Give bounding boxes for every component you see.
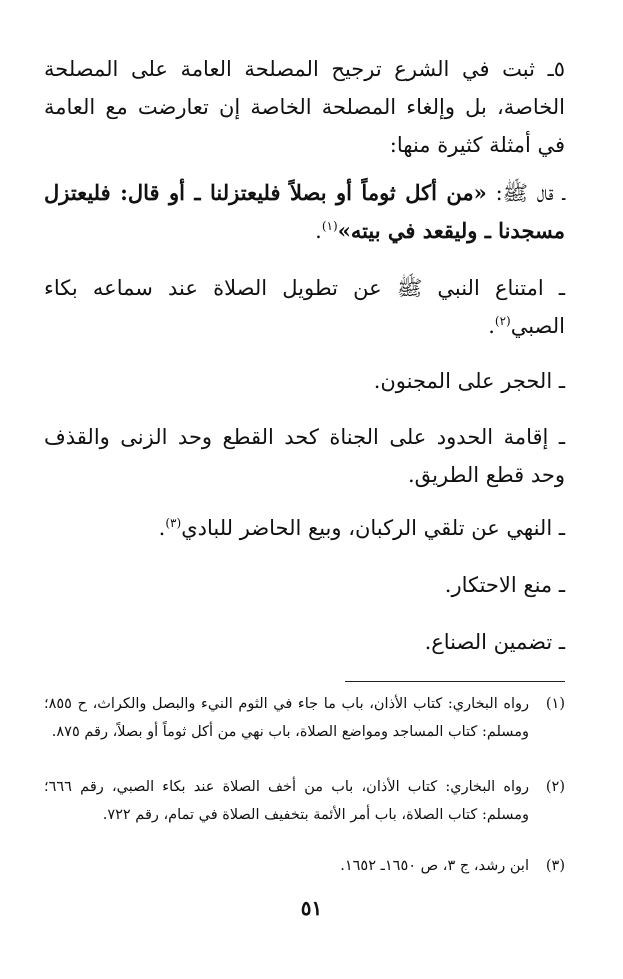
footnote-2 xyxy=(44,773,565,829)
list-item-text: ـ الحجر على المجنون. xyxy=(373,369,565,393)
footnote-text: ابن رشد، ج ٣، ص ١٦٥٠ـ ١٦٥٢. xyxy=(340,858,529,874)
footnote-number: (٢) xyxy=(545,779,565,795)
footnote-number: (٣) xyxy=(545,858,565,874)
hadith-prefix: ـ قال ﷺ: xyxy=(495,181,565,205)
list-item-hudud xyxy=(44,418,565,494)
list-item-text: ـ النهي عن تلقي الركبان، وبيع الحاضر للبادي xyxy=(181,516,565,540)
footnote-1 xyxy=(44,690,565,746)
footnote-ref-1: (١) xyxy=(321,219,338,233)
item-end: . xyxy=(315,219,322,243)
list-item-ihtikar xyxy=(44,566,565,604)
list-item-tadmin xyxy=(44,623,565,661)
list-item-text: ـ تضمين الصناع. xyxy=(424,630,565,654)
footnote-text: رواه البخاري: كتاب الأذان، باب ما جاء في الثوم النيء والبصل والكراث، ح ٨٥٥؛ ومسلم: كتاب المساجد ومواضع الصلاة، باب نهي من أكل ثوماً أو بصلاً، رقم ٨٧٥. xyxy=(44,696,529,740)
list-item-hajr xyxy=(44,362,565,400)
intro-paragraph: ٥ـ ثبت في الشرع ترجيح المصلحة العامة على المصلحة الخاصة، بل وإلغاء المصلحة الخاصة إن تعارضت مع العامة في أمثلة كثيرة منها: xyxy=(44,57,565,157)
page-number: ٥١ xyxy=(300,896,323,920)
list-item-text: ـ إقامة الحدود على الجناة كحد القطع وحد الزنى والقذف وحد قطع الطريق. xyxy=(44,425,565,487)
footnote-text: رواه البخاري: كتاب الأذان، باب من أخف الصلاة عند بكاء الصبي، رقم ٦٦٦؛ ومسلم: كتاب الصلاة، باب أمر الأئمة بتخفيف الصلاة في تمام، رقم ٧٢٢. xyxy=(44,779,529,823)
list-item-text: ـ امتناع النبي ﷺ عن تطويل الصلاة عند سماعه بكاء الصبي xyxy=(44,276,565,338)
footnote-divider xyxy=(345,681,565,682)
item-end: . xyxy=(158,516,166,540)
item-end: . xyxy=(488,314,495,338)
hadith-item xyxy=(44,174,565,250)
footnote-ref-3: (٣) xyxy=(165,516,182,530)
list-item-prayer xyxy=(44,269,565,345)
footnote-ref-2: (٢) xyxy=(494,314,511,328)
list-item-rukban xyxy=(44,509,565,547)
hadith-quote: «من أكل ثوماً أو بصلاً فليعتزلنا ـ أو قال: فليعتزل مسجدنا ـ وليقعد في بيته» xyxy=(44,180,565,243)
footnote-number: (١) xyxy=(545,696,565,712)
footnote-3 xyxy=(44,852,565,880)
list-item-text: ـ منع الاحتكار. xyxy=(444,573,565,597)
